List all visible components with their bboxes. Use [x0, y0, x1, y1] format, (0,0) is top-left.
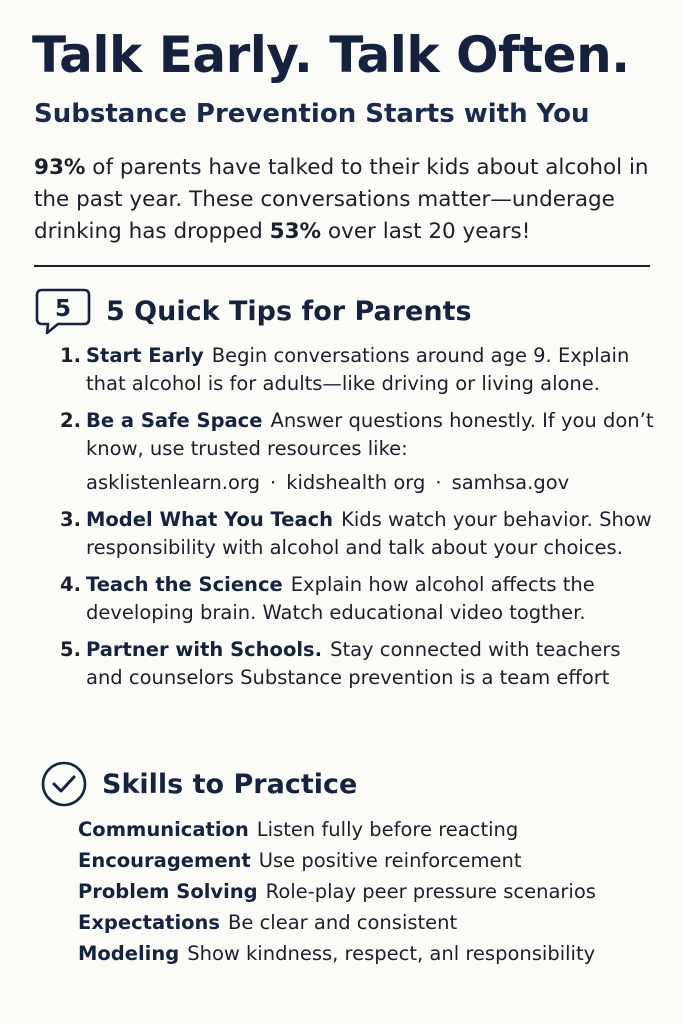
skill-title: Expectations — [78, 911, 221, 934]
resource-link[interactable]: kidshealth org — [286, 471, 426, 494]
skill-title: Problem Solving — [78, 880, 258, 903]
page-subtitle: Substance Prevention Starts with You — [34, 99, 590, 129]
skill-item — [78, 938, 668, 969]
resource-link[interactable]: samhsa.gov — [451, 471, 570, 494]
tips-heading: 5 Quick Tips for Parents — [106, 295, 472, 327]
tip-number: 1. — [60, 344, 81, 367]
tip-number: 3. — [60, 508, 81, 531]
speech-bubble-icon — [34, 286, 92, 336]
skill-item — [78, 907, 668, 938]
tip-text: Answer questions honestly. If you don’t know, use trusted resources like: — [86, 409, 654, 460]
skill-text: Role-play peer pressure scenarios — [265, 880, 596, 903]
intro-text-1: of parents have talked to their kids about alcohol in the past year. These conversations matter—underage drinking has dropped — [34, 155, 649, 244]
tip-text: Explain how alcohol affects the developing brain. Watch educational video togther. — [86, 573, 595, 624]
skill-text: Listen fully before reacting — [256, 818, 519, 841]
skill-item — [78, 845, 668, 876]
intro-paragraph — [34, 152, 664, 248]
tip-item — [60, 636, 660, 692]
tip-title: Teach the Science — [86, 573, 283, 596]
resource-separator: · — [435, 471, 442, 494]
tips-list — [60, 342, 660, 701]
tip-number: 4. — [60, 573, 81, 596]
tip-title: Be a Safe Space — [86, 409, 263, 432]
tip-number: 2. — [60, 409, 81, 432]
resource-link[interactable]: asklistenlearn.org — [86, 471, 260, 494]
tip-text: Kids watch your behavior. Show responsibility with alcohol and talk about your choices. — [86, 508, 652, 559]
page-title: Talk Early. Talk Often. — [32, 26, 630, 84]
tip-text: Stay connected with teachers and counselors Substance prevention is a team effort — [86, 638, 621, 689]
skill-text: Be clear and consistent — [228, 911, 458, 934]
skill-text: Use positive reinforcement — [258, 849, 522, 872]
resource-links — [86, 469, 660, 497]
skill-title: Modeling — [78, 942, 180, 965]
tip-item — [60, 407, 660, 497]
tip-number: 5. — [60, 638, 81, 661]
tip-title: Partner with Schools. — [86, 638, 323, 661]
skill-title: Encouragement — [78, 849, 251, 872]
checkmark-circle-icon — [40, 760, 88, 808]
skill-item — [78, 814, 668, 845]
resource-separator: · — [269, 471, 277, 494]
tip-item — [60, 506, 660, 562]
tip-item — [60, 342, 660, 398]
skills-list — [78, 814, 668, 969]
intro-text-2: over last 20 years! — [321, 219, 531, 244]
stat-parents-talked: 93% — [34, 155, 86, 180]
tip-title: Model What You Teach — [86, 508, 334, 531]
skills-heading-row — [40, 760, 357, 808]
skill-item — [78, 876, 668, 907]
skill-text: Show kindness, respect, anl responsibility — [187, 942, 596, 965]
divider — [34, 265, 650, 267]
skills-heading: Skills to Practice — [102, 768, 358, 800]
tips-badge-number: 5 — [54, 296, 72, 322]
skill-title: Communication — [78, 818, 249, 841]
stat-drinking-drop: 53% — [269, 219, 322, 244]
tips-heading-row — [34, 286, 472, 336]
tip-text: Begin conversations around age 9. Explain that alcohol is for adults—like driving or living alone. — [86, 344, 630, 395]
tip-title: Start Early — [86, 344, 204, 367]
tip-item — [60, 571, 660, 627]
